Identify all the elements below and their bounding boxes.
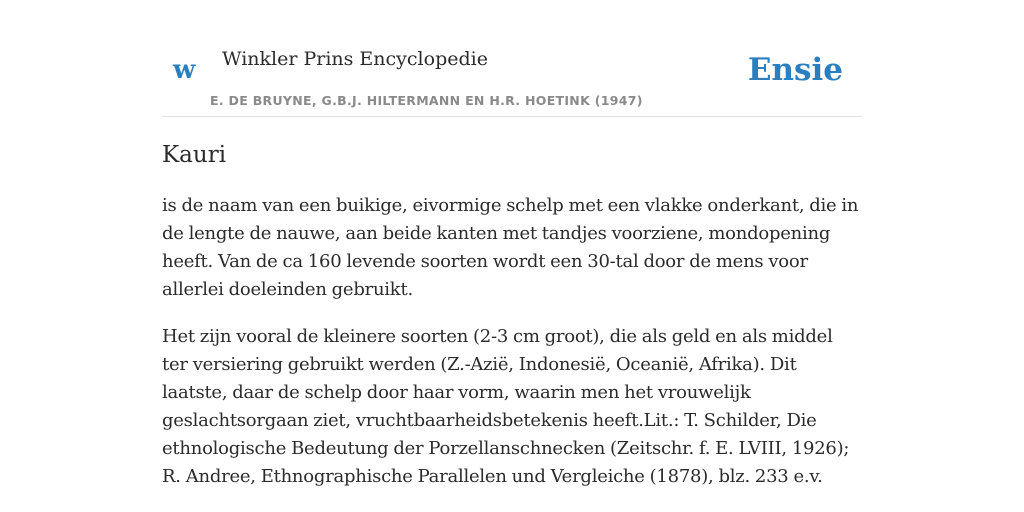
source-logo[interactable]: w <box>173 55 196 85</box>
article-headword: Kauri <box>162 142 227 168</box>
article-body <box>162 192 862 510</box>
article-paragraph: is de naam van een buikige, eivormige schelp met een vlakke onderkant, die in de lengte de nauwe, aan beide kanten met tandjes voorziene, mondopening heeft. Van de ca 160 levende soorten wordt een 30-tal door de mens voor allerlei doeleinden gebruikt. <box>162 195 859 300</box>
article-paragraph: Het zijn vooral de kleinere soorten (2-3 cm groot), die als geld en als middel ter versiering gebruikt werden (Z.-Azië, Indonesië, Oceanië, Afrika). Dit laatste, daar de schelp door haar vorm, waarin men het vrouwelijk geslachtsorgaan ziet, vruchtbaarheidsbetekenis heeft.Lit.: T. Schilder, Die ethnologische Bedeutung der Porzellanschnecken (Zeitschr. f. E. LVIII, 1926); R. Andree, Ethnographische Parallelen und Vergleiche (1878), blz. 233 e.v. <box>162 326 850 487</box>
source-authors: E. DE BRUYNE, G.B.J. HILTERMANN EN H.R. HOETINK (1947) <box>210 93 643 108</box>
source-header <box>162 0 862 117</box>
source-title-link[interactable]: Winkler Prins Encyclopedie <box>222 48 488 70</box>
article-page <box>162 0 862 487</box>
ensie-brand-logo[interactable]: Ensie <box>747 52 843 88</box>
